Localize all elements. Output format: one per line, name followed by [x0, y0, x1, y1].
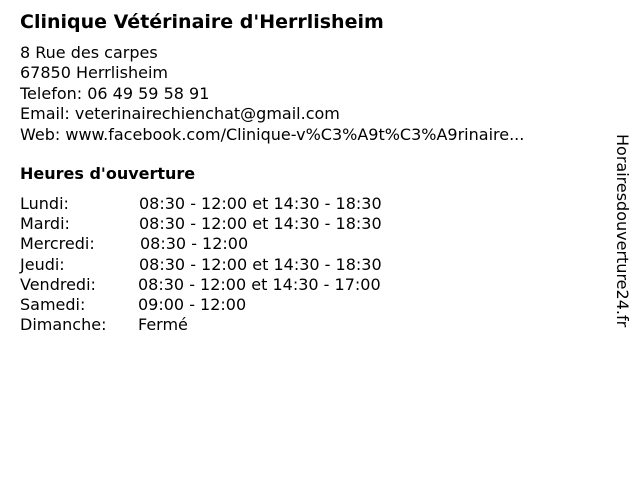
day-times: Fermé	[138, 315, 188, 335]
email-address: Email: veterinairechienchat@gmail.com	[20, 104, 340, 124]
day-times: 08:30 - 12:00 et 14:30 - 18:30	[139, 214, 382, 234]
day-times: 09:00 - 12:00	[138, 294, 247, 314]
day-times: 08:30 - 12:00 et 14:30 - 18:30	[139, 194, 382, 213]
hours-row-monday	[20, 194, 440, 214]
day-label: Samedi:	[20, 294, 86, 314]
hours-row-saturday	[20, 295, 440, 315]
day-label: Dimanche:	[20, 315, 107, 335]
clinic-title: Clinique Vétérinaire d'Herrlisheim	[20, 11, 384, 33]
hours-row-friday	[20, 275, 440, 295]
contact-block	[20, 43, 524, 145]
hours-row-tuesday	[20, 214, 440, 234]
day-times: 08:30 - 12:00	[140, 234, 249, 254]
hours-row-wednesday	[20, 234, 440, 254]
day-label: Vendredi:	[20, 274, 96, 294]
hours-heading: Heures d'ouverture	[20, 164, 196, 183]
hours-row-thursday	[20, 255, 440, 275]
opening-hours-table	[20, 194, 440, 335]
phone-number: Telefon: 06 49 59 58 91	[20, 83, 210, 103]
day-label: Mardi:	[20, 214, 70, 234]
day-times: 08:30 - 12:00 et 14:30 - 17:00	[138, 274, 381, 294]
hours-row-sunday	[20, 315, 440, 335]
address-street: 8 Rue des carpes	[20, 43, 158, 62]
day-label: Mercredi:	[20, 234, 95, 254]
day-label: Lundi:	[20, 194, 69, 213]
day-times: 08:30 - 12:00 et 14:30 - 18:30	[139, 254, 382, 274]
side-brand-watermark: Horairesdouverture24.fr	[613, 134, 632, 328]
website-url: Web: www.facebook.com/Clinique-v%C3%A9t%C3%A9rinaire...	[20, 124, 525, 144]
address-city: 67850 Herrlisheim	[20, 63, 168, 83]
day-label: Jeudi:	[20, 254, 65, 274]
